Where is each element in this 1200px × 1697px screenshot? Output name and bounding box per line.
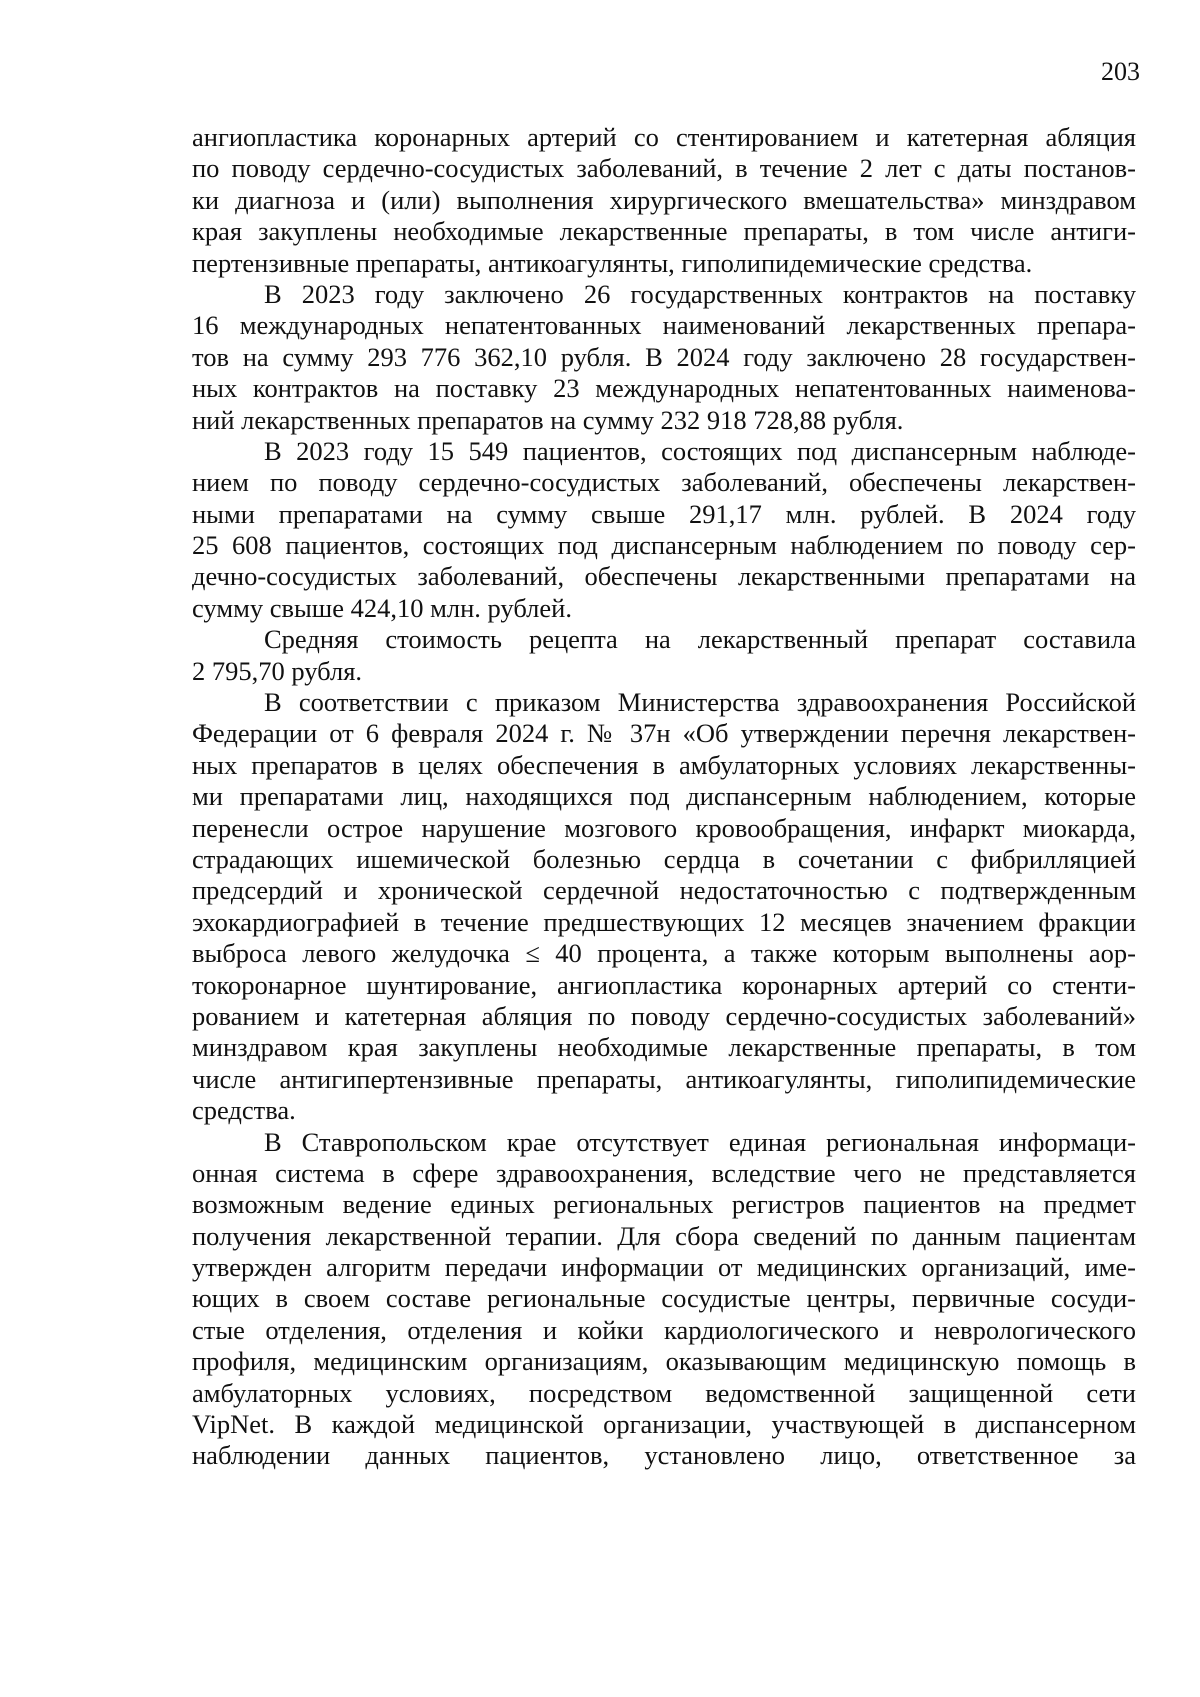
text-line: рованием и катетерная абляция по поводу сердечно-сосудистых заболеваний» xyxy=(192,1000,1136,1031)
text-line: В соответствии с приказом Министерства здравоохранения Российской xyxy=(264,687,1136,718)
text-line: ний лекарственных препаратов на сумму 232 918 728,88 рубля. xyxy=(192,404,904,435)
text-line: числе антигипертензивные препараты, антикоагулянты, гиполипидемические xyxy=(192,1063,1136,1094)
text-line: 25 608 пациентов, состоящих под диспансерным наблюдением по поводу сер- xyxy=(192,530,1136,561)
text-line: ки диагноза и (или) выполнения хирургического вмешательства» минздравом xyxy=(192,184,1136,215)
text-line: амбулаторных условиях, посредством ведомственной защищенной сети xyxy=(192,1377,1136,1408)
text-line: по поводу сердечно-сосудистых заболеваний, в течение 2 лет с даты постанов- xyxy=(192,153,1136,184)
text-line: В 2023 году заключено 26 государственных контрактов на поставку xyxy=(264,278,1136,309)
text-line: ющих в своем составе региональные сосудистые центры, первичные сосуди- xyxy=(192,1283,1136,1314)
text-line: ангиопластика коронарных артерий со стентированием и катетерная абляция xyxy=(192,122,1136,152)
text-line: получения лекарственной терапии. Для сбора сведений по данным пациентам xyxy=(192,1220,1136,1251)
text-line: дечно-сосудистых заболеваний, обеспечены лекарственными препаратами на xyxy=(192,561,1136,592)
text-line: VipNet. В каждой медицинской организации, участвующей в диспансерном xyxy=(192,1409,1136,1440)
text-line: выброса левого желудочка ≤ 40 процента, а также которым выполнены аор- xyxy=(192,938,1136,969)
text-line: предсердий и хронической сердечной недостаточностью с подтвержденным xyxy=(192,875,1136,906)
text-line: ными препаратами на сумму свыше 291,17 млн. рублей. В 2024 году xyxy=(192,498,1136,529)
paragraph xyxy=(192,436,1136,624)
paragraph xyxy=(192,687,1136,1126)
text-line: средства. xyxy=(192,1095,296,1126)
page-number: 203 xyxy=(1101,57,1140,86)
paragraph xyxy=(192,122,1136,279)
paragraph xyxy=(192,624,1136,687)
text-line: Федерации от 6 февраля 2024 г. № 37н «Об утверждении перечня лекарствен- xyxy=(192,718,1136,749)
paragraph xyxy=(192,1127,1136,1472)
text-line: тов на сумму 293 776 362,10 рубля. В 2024 году заключено 28 государствен- xyxy=(192,341,1136,372)
text-line: 2 795,70 рубля. xyxy=(192,655,363,686)
text-line: ных контрактов на поставку 23 международных непатентованных наименова- xyxy=(192,373,1136,404)
text-line: края закуплены необходимые лекарственные препараты, в том числе антиги- xyxy=(192,216,1136,247)
text-line: В Ставропольском крае отсутствует единая региональная информаци- xyxy=(264,1126,1136,1157)
text-line: перенесли острое нарушение мозгового кровообращения, инфаркт миокарда, xyxy=(192,812,1136,843)
text-line: возможным ведение единых региональных регистров пациентов на предмет xyxy=(192,1189,1136,1220)
text-line: сумму свыше 424,10 млн. рублей. xyxy=(192,592,572,623)
text-line: утвержден алгоритм передачи информации от медицинских организаций, име- xyxy=(192,1252,1136,1283)
text-line: минздравом края закуплены необходимые лекарственные препараты, в том xyxy=(192,1032,1136,1063)
text-line: страдающих ишемической болезнью сердца в сочетании с фибрилляцией xyxy=(192,843,1136,874)
paragraph xyxy=(192,279,1136,436)
text-line: пертензивные препараты, антикоагулянты, гиполипидемические средства. xyxy=(192,247,1033,278)
text-line: онная система в сфере здравоохранения, вследствие чего не представляется xyxy=(192,1157,1136,1188)
text-line: ми препаратами лиц, находящихся под диспансерным наблюдением, которые xyxy=(192,781,1136,812)
text-line: В 2023 году 15 549 пациентов, состоящих под диспансерным наблюде- xyxy=(264,435,1136,466)
text-line: наблюдении данных пациентов, установлено лицо, ответственное за xyxy=(192,1440,1136,1471)
text-line: нием по поводу сердечно-сосудистых заболеваний, обеспечены лекарствен- xyxy=(192,467,1136,498)
text-line: ных препаратов в целях обеспечения в амбулаторных условиях лекарственны- xyxy=(192,749,1136,780)
text-line: 16 международных непатентованных наименований лекарственных препара- xyxy=(192,310,1136,341)
text-line: эхокардиографией в течение предшествующих 12 месяцев значением фракции xyxy=(192,906,1136,937)
text-line: профиля, медицинским организациям, оказывающим медицинскую помощь в xyxy=(192,1346,1136,1377)
text-line: стые отделения, отделения и койки кардиологического и неврологического xyxy=(192,1314,1136,1345)
body-text xyxy=(192,122,1136,1472)
text-line: токоронарное шунтирование, ангиопластика коронарных артерий со стенти- xyxy=(192,969,1136,1000)
text-line: Средняя стоимость рецепта на лекарственный препарат составила xyxy=(264,624,1136,655)
